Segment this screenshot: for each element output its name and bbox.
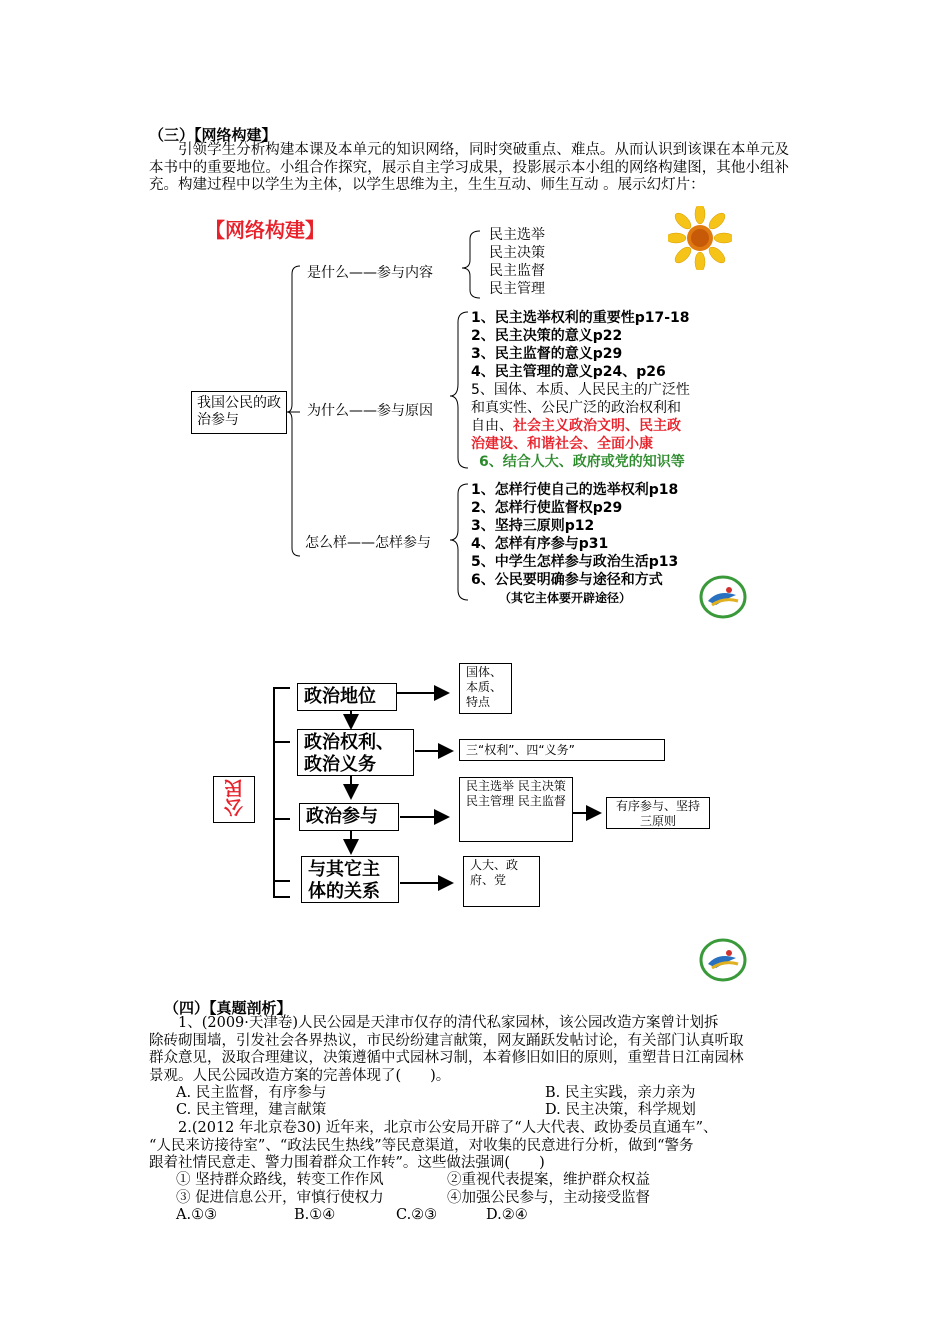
list-item: 4、民主管理的意义p24、p26 [471, 364, 666, 380]
question-1-line: 景观。人民公园改造方案的完善体现了( )。 [149, 1067, 451, 1084]
flow-detail-status: 国体、本质、特点 [459, 663, 512, 714]
flow-box-relations: 与其它主体的关系 [301, 856, 399, 903]
question-2-statement: ③ 促进信息公开，审慎行使权力 [176, 1190, 384, 1206]
question-1-line: 除砖砌围墙，引发社会各界热议，市民纷纷建言献策，网友踊跃发帖讨论，有关部门认真听取 [149, 1032, 744, 1049]
list-item: 5、国体、本质、人民民主的广泛性 [471, 382, 690, 398]
section4-heading: （四）【真题剖析】 [164, 999, 292, 1017]
question-1-line: 1、(2009·天津卷)人民公园是天津市仅存的清代私家园林，该公园改造方案曾计划拆 [178, 1015, 719, 1031]
list-item: 5、中学生怎样参与政治生活p13 [471, 554, 679, 570]
list-item: 1、民主选举权利的重要性p17-18 [471, 310, 690, 326]
section3-heading: （三）【网络构建】 [149, 126, 277, 144]
list-item: 3、坚持三原则p12 [471, 518, 595, 534]
flow-detail-relations: 人大、政府、党 [463, 856, 540, 907]
question-2-line: 跟着社情民意走、警力围着群众工作转”。这些做法强调( ) [149, 1155, 545, 1171]
mindmap-title: 【网络构建】 [205, 218, 325, 242]
question-1 [149, 1015, 744, 1085]
list-item-highlight: 治建设、和谐社会、全面小康 [471, 436, 653, 452]
flow-detail-orderly: 有序参与、坚持三原则 [606, 797, 710, 829]
flow-box-political-status: 政治地位 [297, 683, 397, 711]
question-1-option-a: A. 民主监督，有序参与 [176, 1085, 327, 1101]
question-2-statement: ① 坚持群众路线，转变工作作风 [176, 1172, 384, 1188]
question-2-line: 2.(2012 年北京卷30) 近年来，北京市公安局开辟了“人大代表、政协委员直通车”、 [178, 1120, 718, 1136]
list-item: 3、民主监督的意义p29 [471, 346, 623, 362]
list-item: （其它主体要开辟途径） [499, 591, 632, 605]
branch-how-label: 怎么样——怎样参与 [305, 535, 431, 551]
question-1-option-c: C. 民主管理，建言献策 [176, 1102, 327, 1118]
flow-box-participation: 政治参与 [299, 803, 399, 831]
question-2-option-b: B.①④ [294, 1207, 336, 1223]
branch-why-label: 为什么——参与原因 [307, 403, 433, 419]
list-item: 民主选举 [489, 227, 545, 243]
list-item: 自由、 [471, 418, 513, 434]
list-item: 6、公民要明确参与途径和方式 [471, 572, 663, 588]
branch-what-label: 是什么——参与内容 [307, 265, 433, 281]
flow-detail-participation: 民主选举 民主决策 民主管理 民主监督 [459, 777, 573, 842]
flow-side-label: 公民 [224, 779, 246, 817]
list-item: 和真实性、公民广泛的政治权利和 [471, 400, 681, 416]
question-2-line: “人民来访接待室”、“政法民生热线”等民意渠道，对收集的民意进行分析，做到“警务 [149, 1137, 694, 1154]
list-item: 民主管理 [489, 281, 545, 297]
flow-side-label-box [213, 776, 255, 823]
question-1-line: 群众意见，汲取合理建议，决策遵循中式园林习制，本着修旧如旧的原则，重塑昔日江南园林 [149, 1050, 744, 1066]
question-2-statement: ④加强公民参与，主动接受监督 [447, 1190, 650, 1206]
flow-detail-rights: 三“权利”、四“义务” [459, 739, 665, 761]
question-2-option-a: A.①③ [176, 1207, 218, 1223]
list-item: 1、怎样行使自己的选举权利p18 [471, 482, 679, 498]
list-item: 2、怎样行使监督权p29 [471, 500, 623, 516]
question-2-option-c: C.②③ [396, 1207, 438, 1223]
section3-paragraph: 引领学生分析构建本课及本单元的知识网络，同时突破重点、难点。从而认识到该课在本单元及本书中的重要地位。小组合作探究，展示自主学习成果，投影展示本小组的网络构建图，其他小组补充。构建过程中以学生为主体，以学生思维为主，生生互动、师生互动 。展示幻灯片： [149, 142, 789, 193]
question-1-option-b: B. 民主实践，亲力亲为 [545, 1085, 696, 1101]
mindmap-root: 我国公民的政治参与 [191, 391, 287, 434]
question-1-option-d: D. 民主决策，科学规划 [545, 1102, 696, 1118]
question-2-statement: ②重视代表提案，维护群众权益 [447, 1172, 650, 1188]
list-item: 2、民主决策的意义p22 [471, 328, 623, 344]
flow-box-rights-duties: 政治权利、政治义务 [297, 729, 414, 776]
list-item-highlight: 6、结合人大、政府或党的知识等 [479, 454, 685, 470]
list-item: 民主决策 [489, 245, 545, 261]
list-item: 民主监督 [489, 263, 545, 279]
question-2-option-d: D.②④ [486, 1207, 528, 1223]
list-item-highlight: 社会主义政治文明、民主政 [513, 418, 681, 434]
list-item: 4、怎样有序参与p31 [471, 536, 609, 552]
school-logo-icon [698, 938, 748, 982]
question-2 [149, 1120, 718, 1173]
